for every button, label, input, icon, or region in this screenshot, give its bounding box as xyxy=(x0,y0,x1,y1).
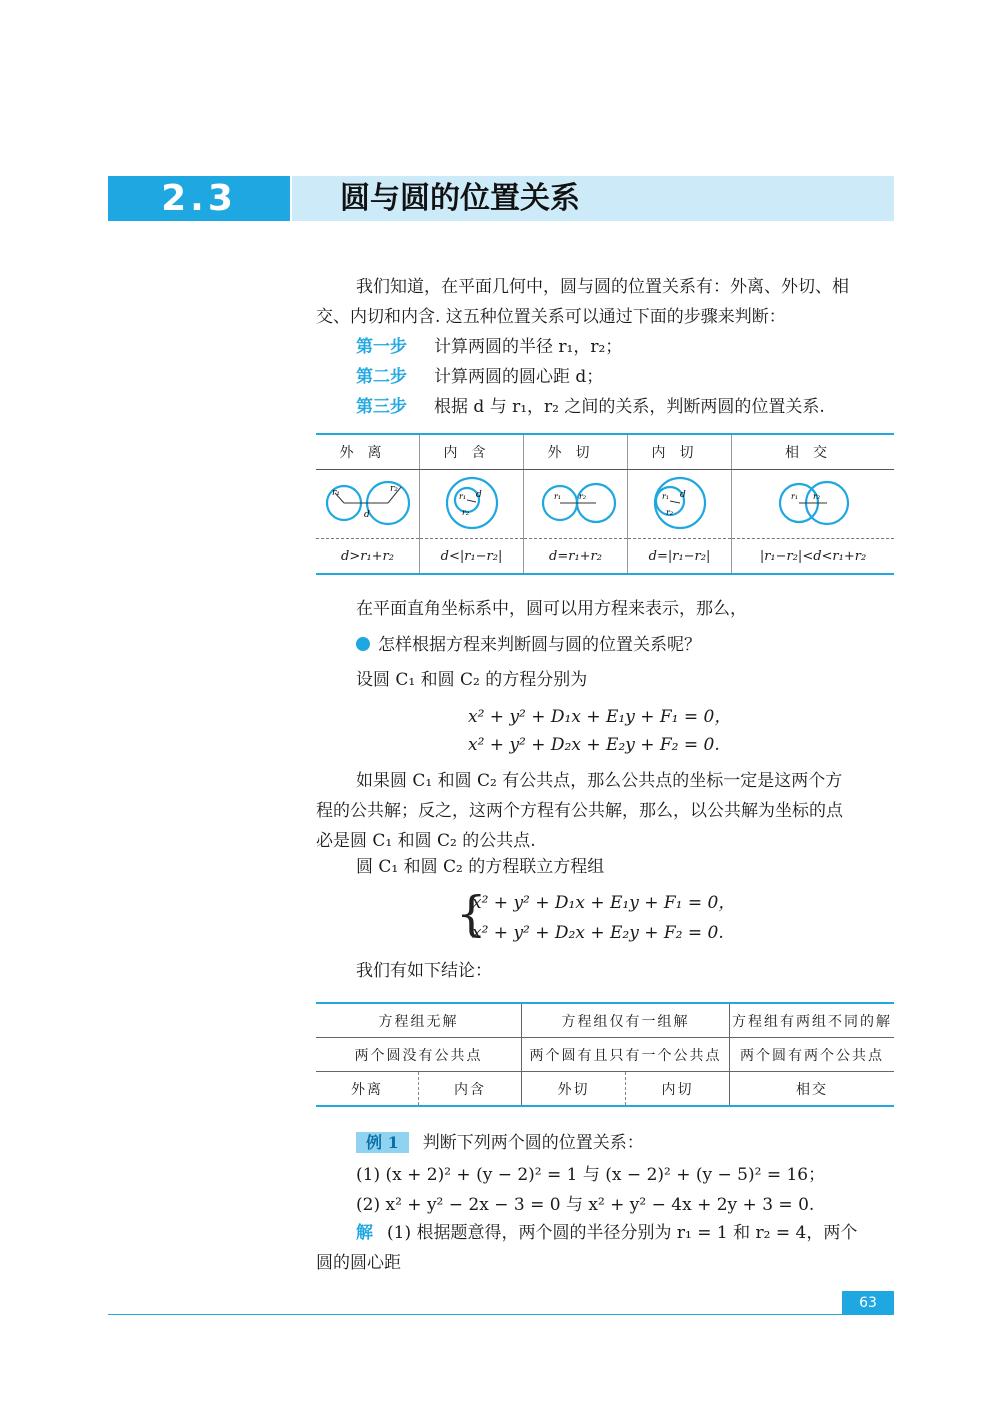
condition-cell: d=r₁+r₂ xyxy=(524,539,628,575)
condition-cell: d=|r₁−r₂| xyxy=(628,539,732,575)
footer-divider xyxy=(108,1314,894,1315)
diagram-label: d xyxy=(679,490,686,500)
diagram-cell xyxy=(420,470,524,539)
diagram-label: r₁ xyxy=(331,488,340,498)
condition-cell: d<|r₁−r₂| xyxy=(420,539,524,575)
diagram-label: d xyxy=(363,510,370,520)
table-cell: 方程组无解 xyxy=(316,1003,522,1038)
step-3 xyxy=(356,392,825,422)
solution-text: (1) 根据题意得，两个圆的半径分别为 r₁ = 1 和 r₂ = 4，两个 xyxy=(387,1223,858,1243)
diagram-label: r₂ xyxy=(461,508,469,517)
header-cell: 内含 xyxy=(420,434,524,470)
table-cell: 内含 xyxy=(419,1072,522,1107)
condition-cell: |r₁−r₂|<d<r₁+r₂ xyxy=(732,539,895,575)
section-number: 2.3 xyxy=(108,176,290,221)
step-2 xyxy=(356,362,603,392)
table-cell: 外离 xyxy=(351,1081,383,1098)
paragraph-5: 圆 C₁ 和圆 C₂ 的方程联立方程组 xyxy=(356,857,605,877)
table-cell: 两个圆没有公共点 xyxy=(316,1038,522,1072)
step-label: 第三步 xyxy=(356,397,407,417)
table-cell: 方程组有两组不同的解 xyxy=(730,1003,895,1038)
brace-icon: { xyxy=(456,886,487,942)
header-cell: 相交 xyxy=(732,434,895,470)
conclusion-table xyxy=(316,1002,894,1107)
paragraph-4-line-1: 如果圆 C₁ 和圆 C₂ 有公共点，那么公共点的坐标一定是这两个方 xyxy=(356,771,843,791)
circles-externally-tangent-diagram xyxy=(526,471,626,533)
table-cell: 方程组仅有一组解 xyxy=(522,1003,730,1038)
example-text: 判断下列两个圆的位置关系： xyxy=(422,1133,644,1153)
paragraph-4-line-2: 程的公共解；反之，这两个方程有公共解，那么，以公共解为坐标的点 xyxy=(316,801,843,821)
circles-intersecting-diagram xyxy=(733,471,893,533)
example-item-1: (1) (x + 2)² + (y − 2)² = 1 与 (x − 2)² + (y − 5)² = 16； xyxy=(356,1165,826,1185)
table-cell: 两个圆有两个公共点 xyxy=(730,1038,895,1072)
header-cell: 内切 xyxy=(628,434,732,470)
solution-line-2: 圆的圆心距 xyxy=(316,1253,401,1273)
table-cell: 外切 xyxy=(522,1072,626,1107)
solution-line-1 xyxy=(356,1218,857,1248)
equation-1: x² + y² + D₁x + E₁y + F₁ = 0， xyxy=(468,707,732,727)
diagram-cell xyxy=(524,470,628,539)
example-label: 例 1 xyxy=(356,1132,409,1153)
diagram-label: r₂ xyxy=(665,508,673,517)
position-table xyxy=(316,433,894,575)
system-equation-1: x² + y² + D₁x + E₁y + F₁ = 0， xyxy=(472,893,736,913)
paragraph-2: 在平面直角坐标系中，圆可以用方程来表示，那么， xyxy=(356,599,747,619)
paragraph-3: 设圆 C₁ 和圆 C₂ 的方程分别为 xyxy=(356,670,588,690)
solution-label: 解 xyxy=(356,1223,373,1243)
diagram-label: r₂ xyxy=(813,492,821,501)
header-cell: 外切 xyxy=(524,434,628,470)
table-cell: 两个圆有且只有一个公共点 xyxy=(522,1038,730,1072)
page-number: 63 xyxy=(842,1291,894,1315)
condition-cell: d>r₁+r₂ xyxy=(341,548,394,564)
section-title: 圆与圆的位置关系 xyxy=(340,181,580,216)
diagram-cell xyxy=(316,470,420,539)
question xyxy=(356,630,701,660)
example-item-2: (2) x² + y² − 2x − 3 = 0 与 x² + y² − 4x + 2y + 3 = 0. xyxy=(356,1195,815,1215)
diagram-label: r₁ xyxy=(791,492,799,501)
table-cell: 相交 xyxy=(730,1072,895,1107)
example-heading xyxy=(356,1128,644,1158)
diagram-cell xyxy=(732,470,895,539)
step-text: 根据 d 与 r₁，r₂ 之间的关系，判断两圆的位置关系. xyxy=(434,397,825,417)
diagram-label: r₁ xyxy=(661,492,669,501)
diagram-label: r₂ xyxy=(389,484,398,494)
step-text: 计算两圆的圆心距 d； xyxy=(434,367,604,387)
circles-separate-diagram xyxy=(318,471,418,533)
diagram-cell xyxy=(628,470,732,539)
step-label: 第一步 xyxy=(356,337,407,357)
diagram-label: r₁ xyxy=(458,492,466,501)
bullet-icon xyxy=(356,637,370,651)
circles-internally-tangent-diagram xyxy=(630,471,730,533)
equation-2: x² + y² + D₂x + E₂y + F₂ = 0. xyxy=(468,735,720,755)
paragraph-6: 我们有如下结论： xyxy=(356,961,492,981)
diagram-label: r₁ xyxy=(553,492,561,501)
step-text: 计算两圆的半径 r₁，r₂； xyxy=(434,337,623,357)
paragraph-4-line-3: 必是圆 C₁ 和圆 C₂ 的公共点. xyxy=(316,831,536,851)
header-cell: 外离 xyxy=(316,434,420,470)
system-equation-2: x² + y² + D₂x + E₂y + F₂ = 0. xyxy=(472,923,724,943)
diagram-label: d xyxy=(475,490,482,500)
intro-line-1: 我们知道，在平面几何中，圆与圆的位置关系有：外离、外切、相 xyxy=(356,277,849,297)
circles-contained-diagram xyxy=(422,471,522,533)
step-label: 第二步 xyxy=(356,367,407,387)
diagram-label: r₂ xyxy=(578,492,586,501)
intro-line-2: 交、内切和内含. 这五种位置关系可以通过下面的步骤来判断： xyxy=(316,307,786,327)
table-cell: 内切 xyxy=(626,1072,730,1107)
step-1 xyxy=(356,332,622,362)
question-text: 怎样根据方程来判断圆与圆的位置关系呢？ xyxy=(378,635,701,655)
